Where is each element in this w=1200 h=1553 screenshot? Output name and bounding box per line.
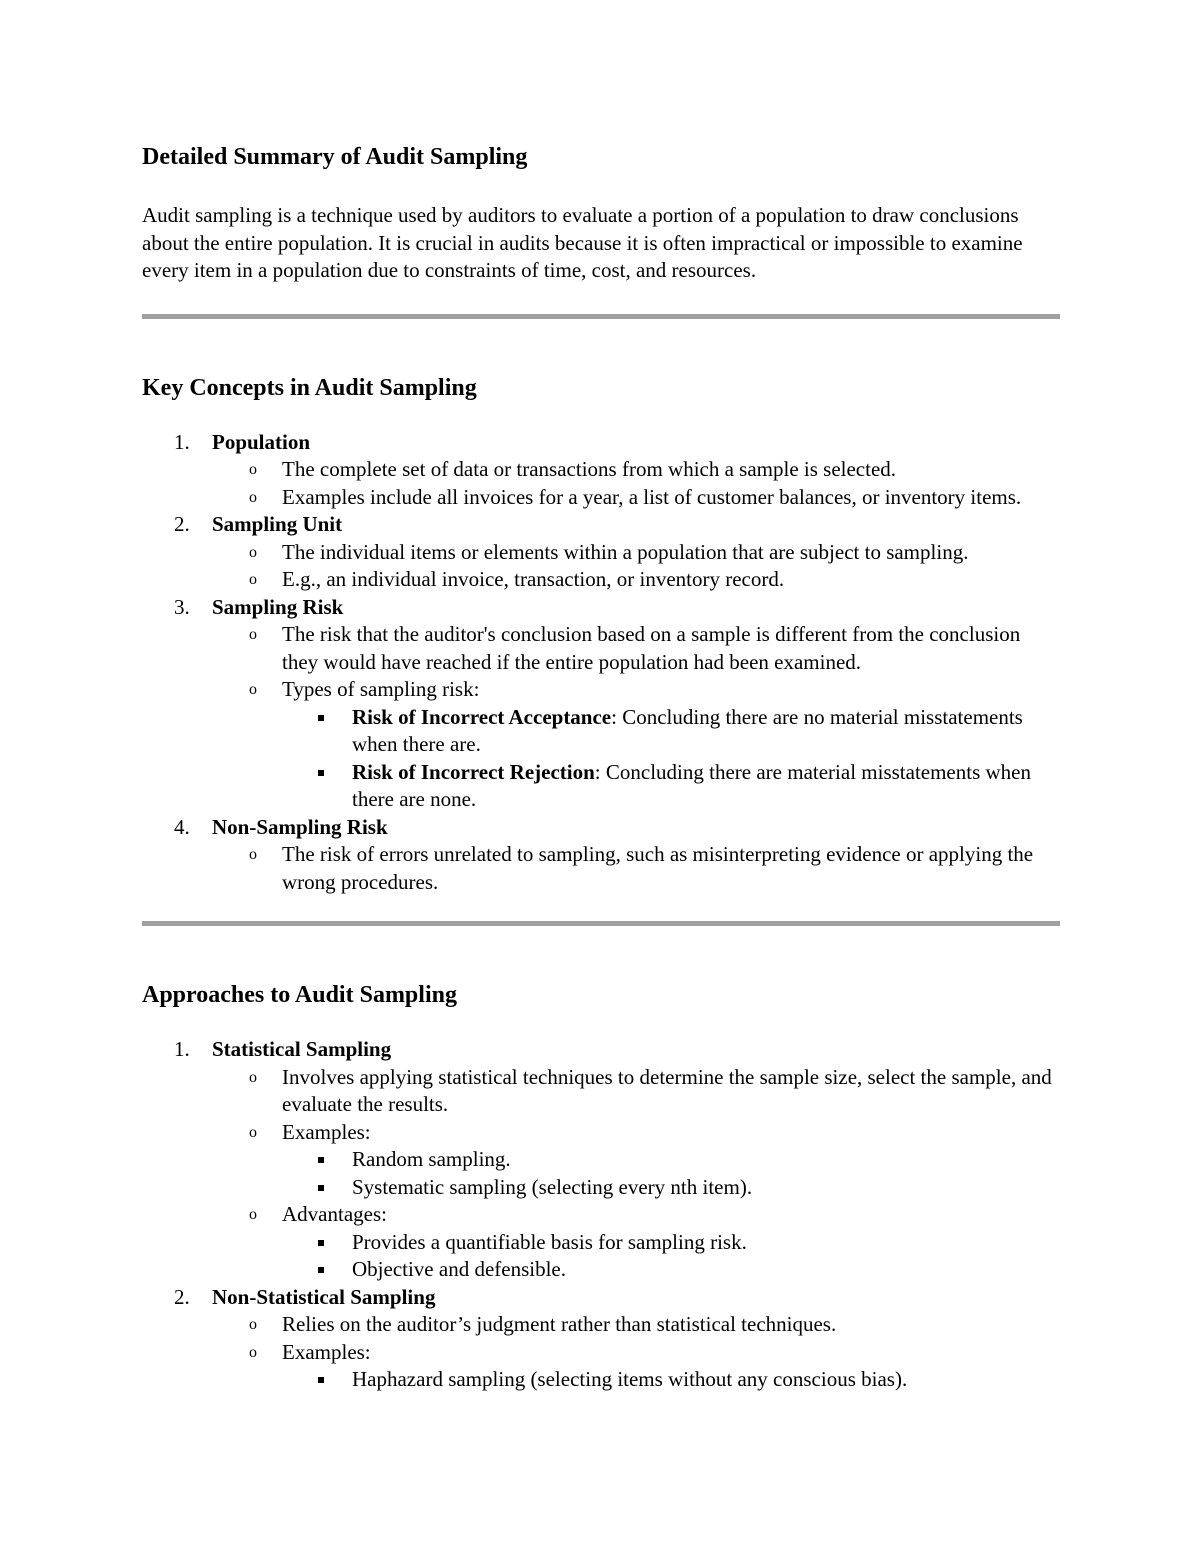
- approaches-heading: Approaches to Audit Sampling: [142, 982, 457, 1008]
- circle-bullet-icon: o: [249, 1206, 257, 1223]
- term-label: Sampling Risk: [212, 594, 344, 619]
- list-item-population: [142, 429, 1060, 512]
- sub-sub-list: [282, 704, 1060, 814]
- term-label: Population: [212, 429, 311, 454]
- list-number: 3.: [174, 594, 190, 619]
- circle-bullet-icon: o: [249, 543, 257, 561]
- sub-sub-list-item: Random sampling.: [282, 1146, 1060, 1174]
- sub-list-item: o The complete set of data or transactions from which a sample is selected.: [212, 456, 1060, 484]
- sub-sub-list-item: Haphazard sampling (selecting items without any conscious bias).: [282, 1366, 1060, 1394]
- sub-list-item: o Examples: Random sampling. Systematic sampling (selecting every nth item).: [212, 1119, 1060, 1202]
- key-concepts-heading: Key Concepts in Audit Sampling: [142, 374, 477, 401]
- list-number: 2.: [174, 1284, 190, 1309]
- sub-list: [212, 1311, 1060, 1394]
- list-item-sampling-risk: [142, 594, 1060, 814]
- document-title: Detailed Summary of Audit Sampling: [142, 144, 528, 170]
- circle-bullet-icon: o: [249, 1316, 257, 1333]
- square-bullet-icon: [318, 1267, 324, 1273]
- term-label: Non-Statistical Sampling: [212, 1284, 436, 1309]
- circle-bullet-icon: o: [249, 571, 257, 588]
- sub-sub-list-item: Provides a quantifiable basis for sampling risk.: [282, 1229, 1060, 1257]
- sub-sub-list: [282, 1146, 1060, 1201]
- square-bullet-icon: [318, 1240, 324, 1246]
- term-label: Sampling Unit: [212, 512, 343, 536]
- list-item-non-sampling-risk: [142, 814, 1060, 897]
- approaches-list: [142, 1036, 1060, 1394]
- sub-sub-list: [282, 1366, 1060, 1394]
- list-item-statistical-sampling: [142, 1036, 1060, 1284]
- circle-bullet-icon: o: [249, 681, 257, 698]
- key-concepts-list: [142, 429, 1060, 897]
- sub-list: [212, 539, 1060, 594]
- sub-list-item: o Types of sampling risk: Risk of Incorrect Acceptance: Concluding there are no material misstatements when there are. Risk of Incorrect Rejection: Concluding there are material misstatements when there are none.: [212, 676, 1060, 814]
- intro-paragraph: Audit sampling is a technique used by auditors to evaluate a portion of a population to draw conclusions about the entire population. It is crucial in audits because it is often impractical or impossible to examine every item in a population due to constraints of time, cost, and resources.: [142, 203, 1023, 282]
- sub-list-item: o E.g., an individual invoice, transaction, or inventory record.: [212, 566, 1060, 594]
- term-label: Non-Sampling Risk: [212, 814, 388, 839]
- section-divider: [142, 314, 1060, 319]
- circle-bullet-icon: o: [249, 626, 257, 643]
- sub-sub-list-item: Risk of Incorrect Rejection: Concluding there are material misstatements when there are none.: [282, 759, 1060, 814]
- square-bullet-icon: [318, 1157, 324, 1163]
- sub-list-item: o The individual items or elements within a population that are subject to sampling.: [212, 539, 1060, 567]
- list-item-sampling-unit: [142, 511, 1060, 594]
- list-item-non-statistical-sampling: [142, 1284, 1060, 1394]
- sub-list-item: o The risk of errors unrelated to sampling, such as misinterpreting evidence or applying the wrong procedures.: [249, 842, 1034, 894]
- circle-bullet-icon: o: [249, 461, 257, 478]
- sub-list: [212, 841, 1060, 896]
- sub-list-item: o Involves applying statistical techniques to determine the sample size, select the sample, and evaluate the results.: [249, 1064, 1052, 1116]
- section-divider: [142, 921, 1060, 926]
- list-number: 4.: [174, 814, 190, 839]
- square-bullet-icon: [318, 715, 324, 721]
- list-number: 2.: [174, 512, 190, 536]
- circle-bullet-icon: o: [249, 1123, 257, 1141]
- sub-sub-list-item: Objective and defensible.: [282, 1256, 1060, 1284]
- square-bullet-icon: [318, 770, 324, 776]
- circle-bullet-icon: o: [249, 846, 257, 863]
- list-number: 1.: [174, 429, 190, 454]
- document-content: [142, 140, 1060, 1394]
- circle-bullet-icon: o: [249, 488, 257, 506]
- sub-sub-list-item: Risk of Incorrect Acceptance: Concluding there are no material misstatements when there are.: [282, 704, 1060, 759]
- sub-list-item: o Examples: Haphazard sampling (selecting items without any conscious bias).: [212, 1339, 1060, 1394]
- sub-sub-list-item: Systematic sampling (selecting every nth item).: [282, 1174, 1060, 1202]
- sub-list-item: o Relies on the auditor’s judgment rather than statistical techniques.: [212, 1311, 1060, 1339]
- sub-list-item: o Advantages: Provides a quantifiable basis for sampling risk. Objective and defensible.: [212, 1201, 1060, 1284]
- term-label: Statistical Sampling: [212, 1037, 392, 1061]
- sub-list: [212, 621, 1060, 814]
- sub-list-item: o The risk that the auditor's conclusion based on a sample is different from the conclusion they would have reached if the entire population had been examined.: [249, 622, 1021, 674]
- circle-bullet-icon: o: [249, 1068, 257, 1086]
- sub-sub-list: [282, 1229, 1060, 1284]
- sub-list: [212, 456, 1060, 511]
- list-number: 1.: [174, 1037, 190, 1061]
- sub-list-item: o Examples include all invoices for a year, a list of customer balances, or inventory items.: [212, 484, 1060, 512]
- square-bullet-icon: [318, 1185, 324, 1191]
- circle-bullet-icon: o: [249, 1343, 257, 1361]
- square-bullet-icon: [318, 1377, 324, 1383]
- sub-list: [212, 1064, 1060, 1284]
